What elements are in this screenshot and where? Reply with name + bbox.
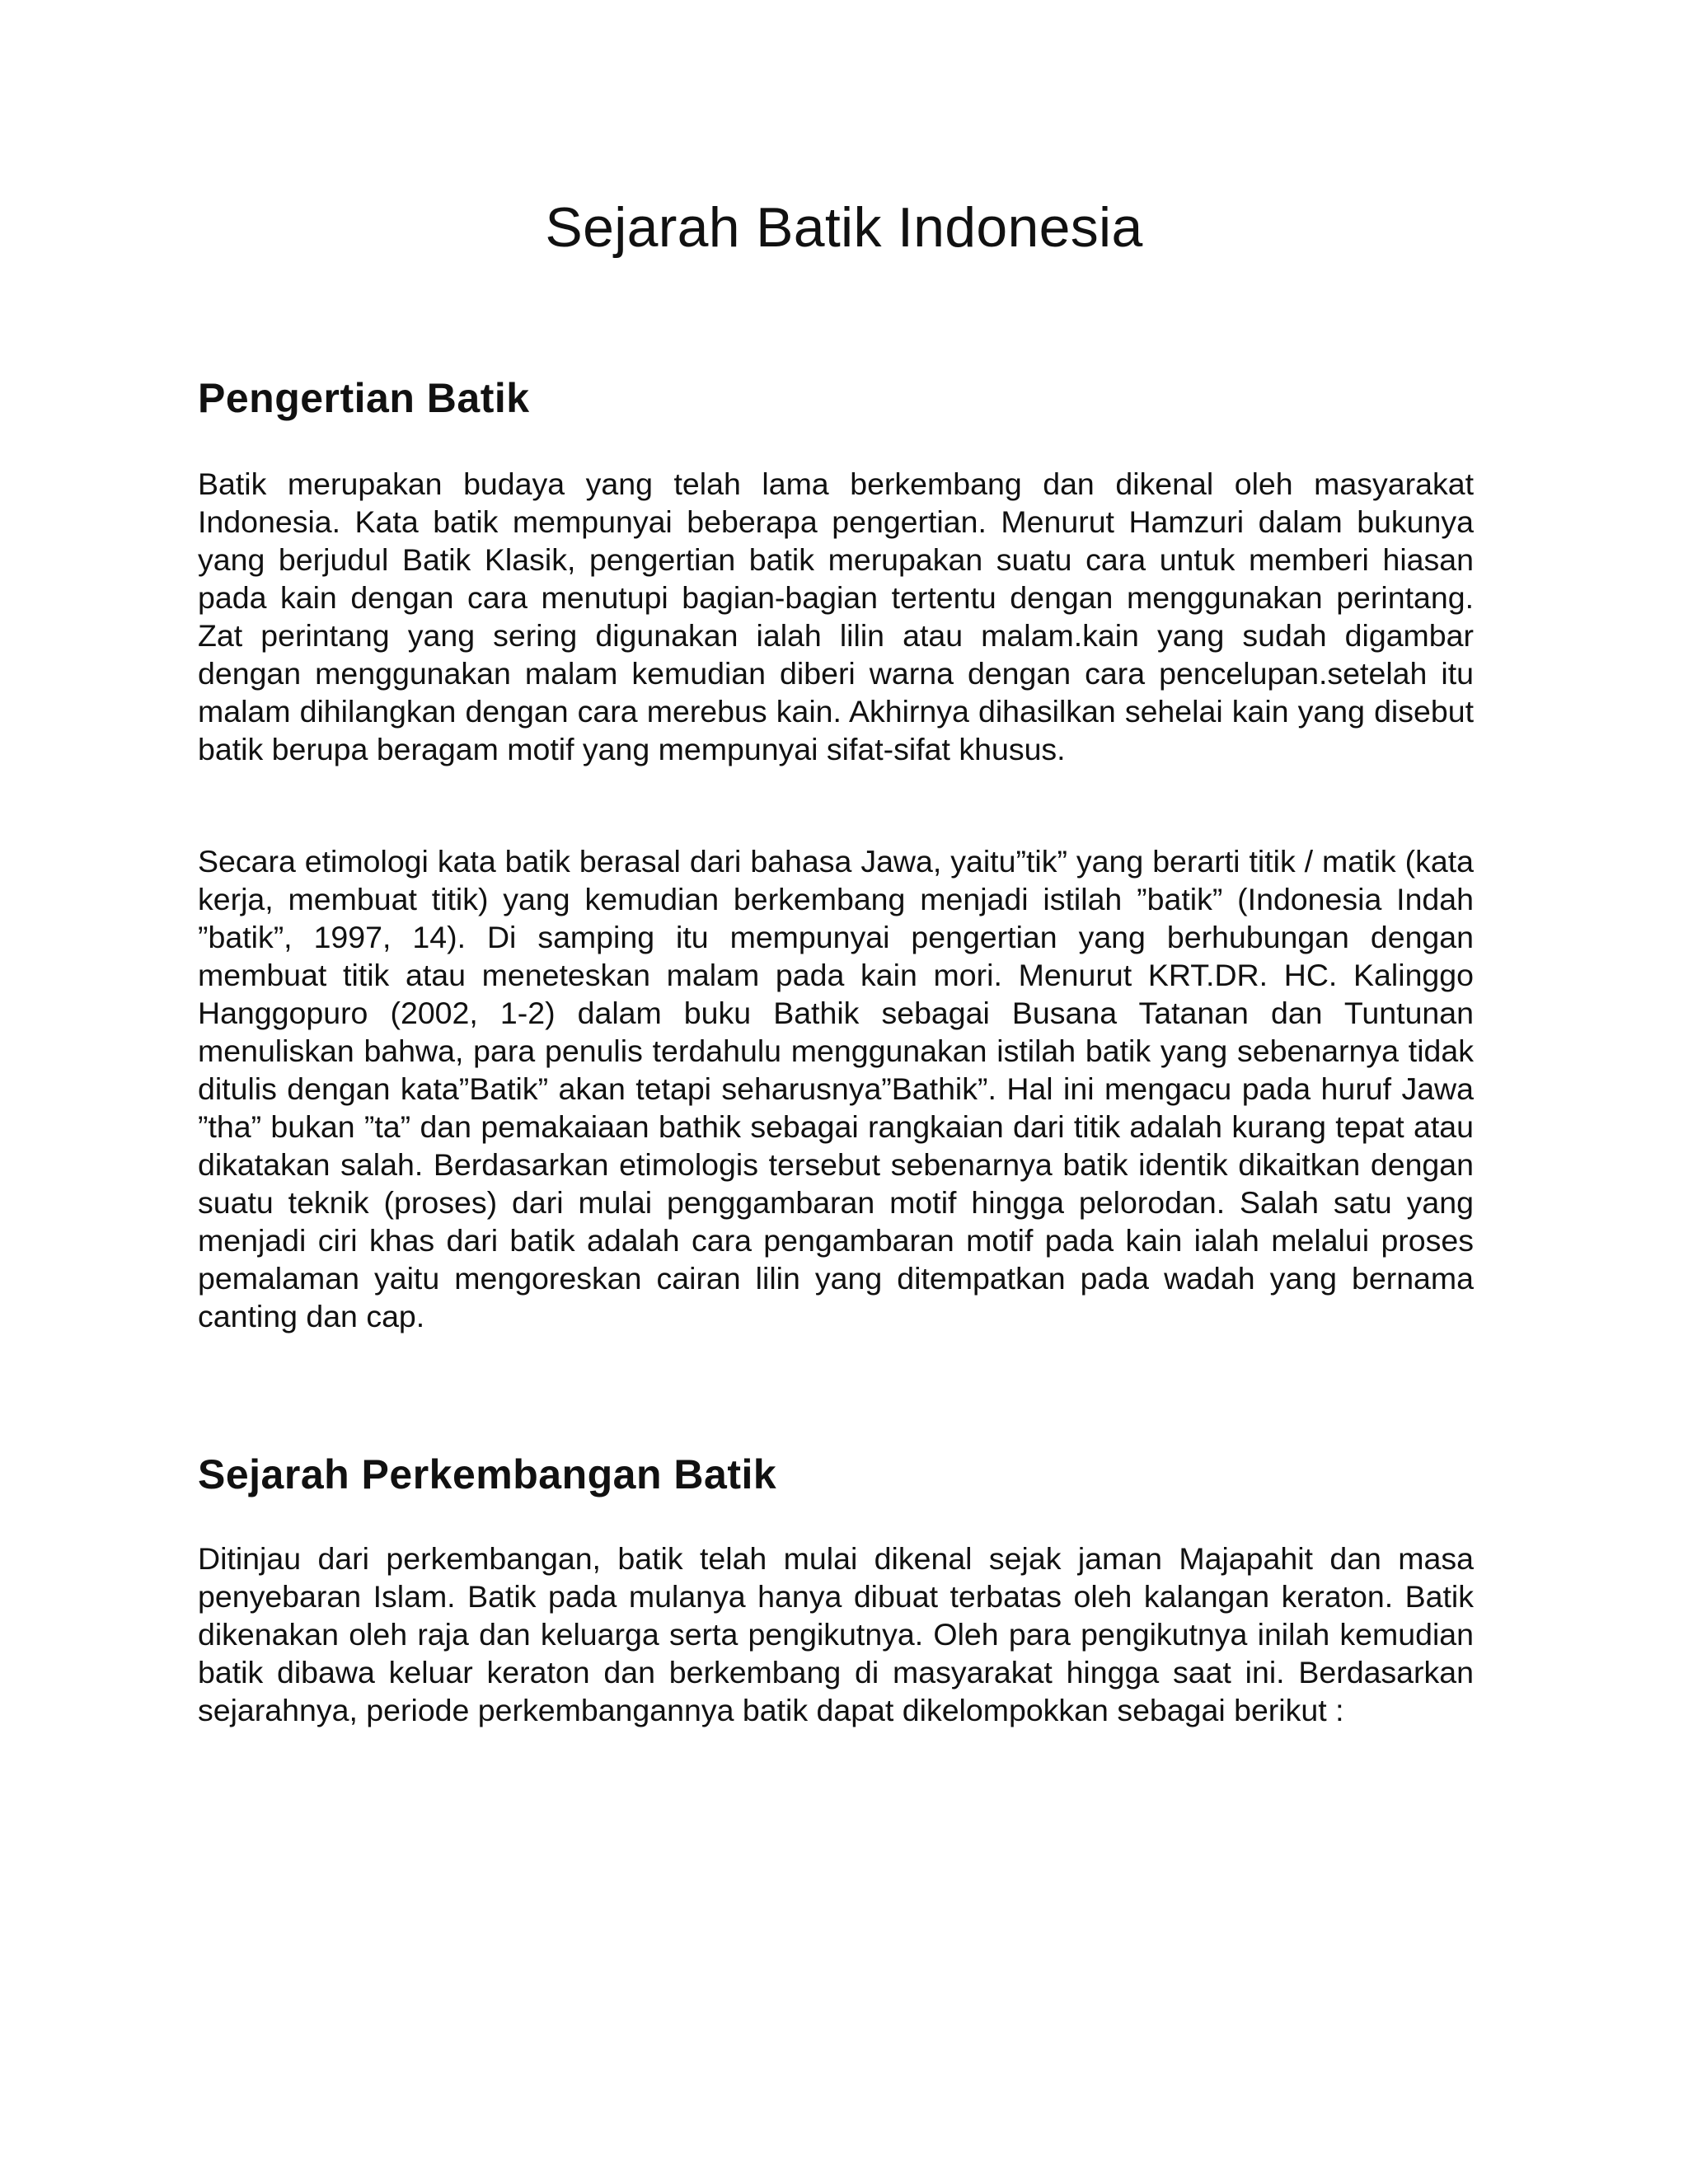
section-heading-sejarah-perkembangan-batik: Sejarah Perkembangan Batik (198, 1451, 777, 1497)
paragraph-pengertian-2: Secara etimologi kata batik berasal dari bahasa Jawa, yaitu”tik” yang berarti titik / matik (kata kerja, membuat titik) yang kemudian berkembang menjadi istilah ”batik” (Indonesia Indah ”batik”, 1997, 14). Di samping itu mempunyai pengertian yang berhubungan dengan membuat titik atau meneteskan malam pada kain mori. Menurut KRT.DR. HC. Kalinggo Hanggopuro (2002, 1-2) dalam buku Bathik sebagai Busana Tatanan dan Tuntunan menuliskan bahwa, para penulis terdahulu menggunakan istilah batik yang sebenarnya tidak ditulis dengan kata”Batik” akan tetapi seharusnya”Bathik”. Hal ini mengacu pada huruf Jawa ”tha” bukan ”ta” dan pemakaiaan bathik sebagai rangkaian dari titik adalah kurang tepat atau dikatakan salah. Berdasarkan etimologis tersebut sebenarnya batik identik dikaitkan dengan suatu teknik (proses) dari mulai penggambaran motif hingga pelorodan. Salah satu yang menjadi ciri khas dari batik adalah cara pengambaran motif pada kain ialah melalui proses pemalaman yaitu mengoreskan cairan lilin yang ditempatkan pada wadah yang bernama canting dan cap. (198, 844, 1474, 1333)
section-heading-pengertian-batik: Pengertian Batik (198, 375, 530, 421)
paragraph-pengertian-1: Batik merupakan budaya yang telah lama berkembang dan dikenal oleh masyarakat Indonesia. Kata batik mempunyai beberapa pengertian. Menurut Hamzuri dalam bukunya yang berjudul Batik Klasik, pengertian batik merupakan suatu cara untuk memberi hiasan pada kain dengan cara menutupi bagian-bagian tertentu dengan menggunakan perintang. Zat perintang yang sering digunakan ialah lilin atau malam.kain yang sudah digambar dengan menggunakan malam kemudian diberi warna dengan cara pencelupan.setelah itu malam dihilangkan dengan cara merebus kain. Akhirnya dihasilkan sehelai kain yang disebut batik berupa beragam motif yang mempunyai sifat-sifat khusus. (198, 466, 1474, 766)
paragraph-sejarah-1: Ditinjau dari perkembangan, batik telah mulai dikenal sejak jaman Majapahit dan masa penyebaran Islam. Batik pada mulanya hanya dibuat terbatas oleh kalangan keraton. Batik dikenakan oleh raja dan keluarga serta pengikutnya. Oleh para pengikutnya inilah kemudian batik dibawa keluar keraton dan berkembang di masyarakat hingga saat ini. Berdasarkan sejarahnya, periode perkembangannya batik dapat dikelompokkan sebagai berikut : (198, 1541, 1474, 1727)
document-title: Sejarah Batik Indonesia (545, 196, 1143, 259)
